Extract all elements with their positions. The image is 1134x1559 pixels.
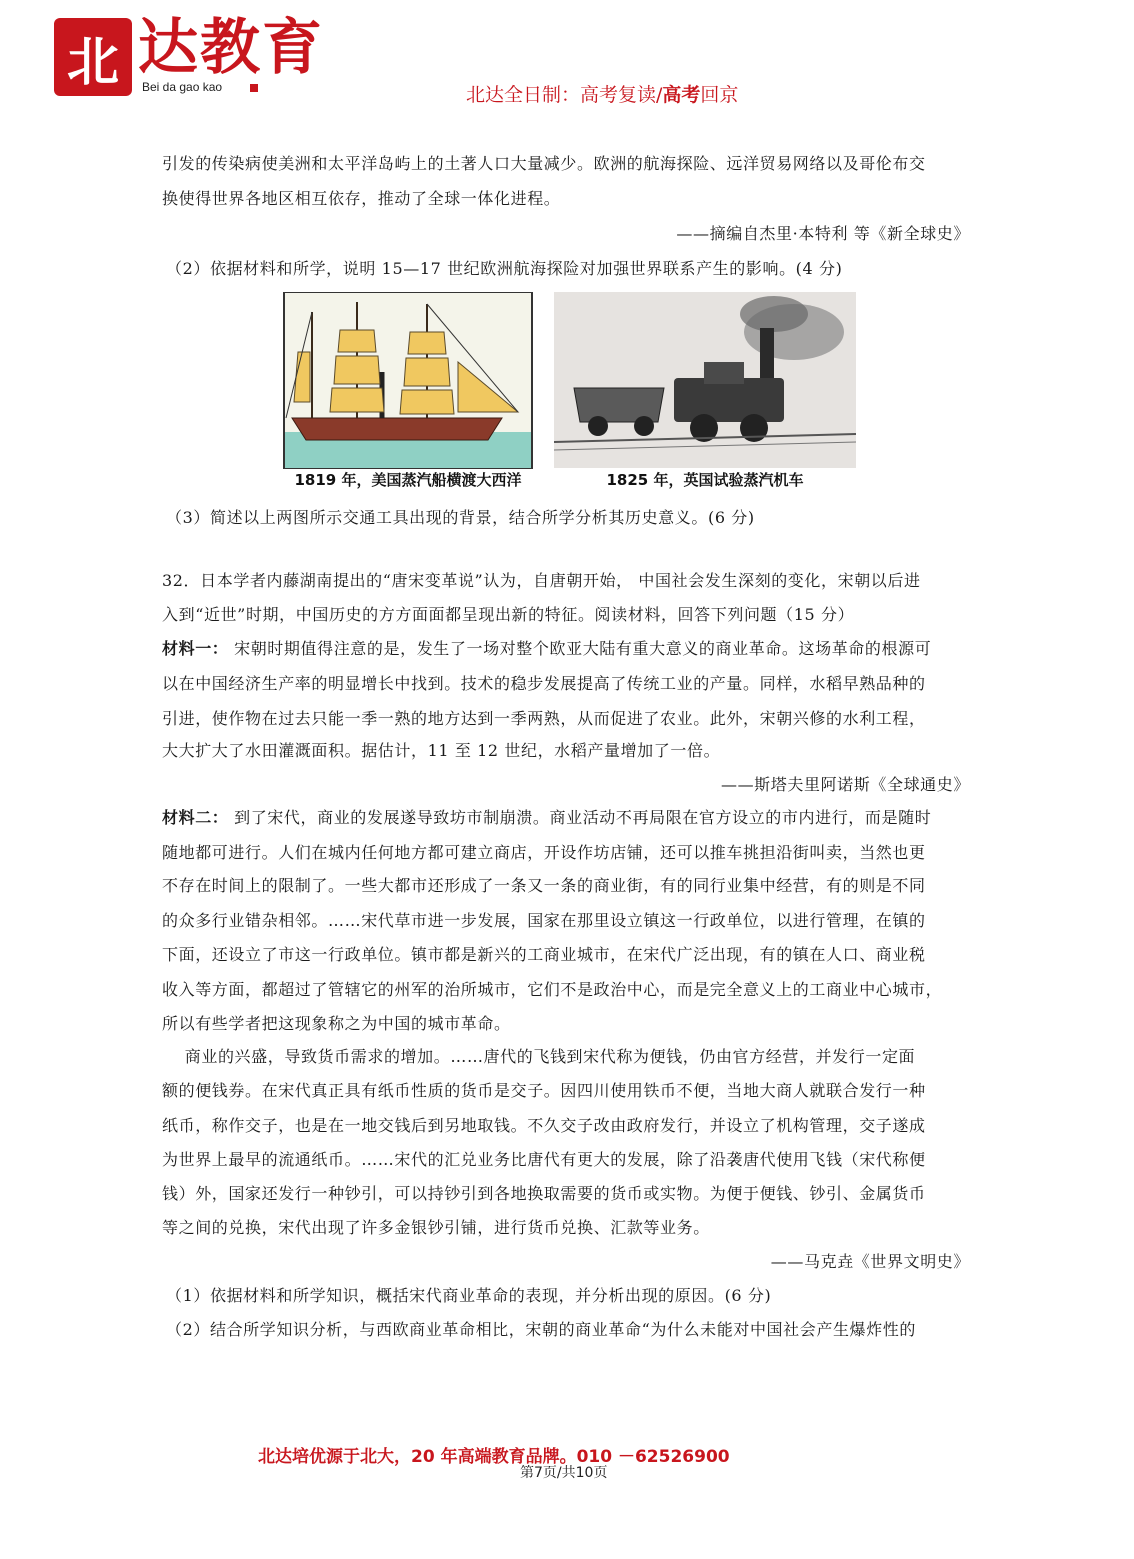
material-1-text: 宋朝时期值得注意的是，发生了一场对整个欧亚大陆有重大意义的商业革命。这场革命的根源可 — [228, 639, 932, 658]
slogan-part-3: 回京 — [700, 84, 739, 106]
material-2-line: 钱）外，国家还发行一种钞引，可以持钞引到各地换取需要的货币或实物。为便于便钱、钞引、金属货币 — [162, 1184, 926, 1203]
material-2-line: 等之间的兑换，宋代出现了许多金银钞引铺，进行货币兑换、汇款等业务。 — [162, 1218, 710, 1237]
material-2-line: 纸币，称作交子，也是在一地交钱后到另地取钱。不久交子改由政府发行，并设立了机构管理，交子遂成 — [162, 1116, 926, 1135]
steamship-figure — [282, 292, 534, 492]
source-citation: ——摘编自杰里·本特利 等《新全球史》 — [676, 224, 970, 243]
question-32-line: 入到“近世”时期，中国历史的方方面面都呈现出新的特征。阅读材料，回答下列问题（15 分） — [162, 605, 855, 624]
brand-name: 达教育 — [138, 13, 324, 83]
question-32-line: 32．日本学者内藤湖南提出的“唐宋变革说”认为，自唐朝开始， 中国社会发生深刻的变化，宋朝以后进 — [162, 571, 921, 590]
logo-dot-icon — [250, 84, 258, 92]
material-1-line: 大大扩大了水田灌溉面积。据估计，11 至 12 世纪，水稻产量增加了一倍。 — [162, 741, 721, 760]
locomotive-illustration — [554, 292, 856, 492]
material-1-line — [162, 637, 972, 661]
material-1-label: 材料一： — [162, 639, 229, 658]
material-2-label: 材料二： — [162, 808, 229, 827]
paragraph-line: 引发的传染病使美洲和太平洋岛屿上的土著人口大量减少。欧洲的航海探险、远洋贸易网络以及哥伦布交 — [162, 154, 926, 173]
page-number: 第7页/共10页 — [520, 1465, 608, 1481]
material-1-line: 以在中国经济生产率的明显增长中找到。技术的稳步发展提高了传统工业的产量。同样，水稻早熟品种的 — [162, 674, 926, 693]
material-2-line: 不存在时间上的限制了。一些大都市还形成了一条又一条的商业街，有的同行业集中经营，有的则是不同 — [162, 876, 926, 895]
material-2-line: 随地都可进行。人们在城内任何地方都可建立商店，开设作坊店铺，还可以推车挑担沿街叫卖，当然也更 — [162, 843, 926, 862]
brand-pinyin: Bei da gao kao — [142, 80, 223, 94]
material-2-line: 额的便钱券。在宋代真正具有纸币性质的货币是交子。因四川使用铁币不便，当地大商人就联合发行一种 — [162, 1081, 926, 1100]
slogan-part-2: 高考 — [662, 84, 701, 106]
steamship-illustration — [282, 292, 534, 492]
material-1-line: 引进，使作物在过去只能一季一熟的地方达到一季两熟，从而促进了农业。此外，宋朝兴修的水利工程， — [162, 709, 926, 728]
question-3: （3）简述以上两图所示交通工具出现的背景，结合所学分析其历史意义。(6 分) — [166, 508, 755, 527]
question-32-2: （2）结合所学知识分析，与西欧商业革命相比，宋朝的商业革命“为什么未能对中国社会产生爆炸性的 — [166, 1320, 916, 1339]
slogan-part-1: 北达全日制：高考复读/ — [466, 84, 663, 106]
material-2-line: 为世界上最早的流通纸币。……宋代的汇兑业务比唐代有更大的发展，除了沿袭唐代使用飞钱（宋代称便 — [162, 1150, 926, 1169]
logo-char: 北 — [66, 31, 119, 93]
source-citation: ——马克垚《世界文明史》 — [770, 1252, 970, 1271]
question-32-1: （1）依据材料和所学知识，概括宋代商业革命的表现，并分析出现的原因。(6 分) — [166, 1286, 772, 1305]
material-2-line: 的众多行业错杂相邻。……宋代草市进一步发展，国家在那里设立镇这一行政单位，以进行管理，在镇的 — [162, 911, 926, 930]
footer-slogan: 北达培优源于北大，20 年高端教育品牌。010 －62526900 — [258, 1447, 730, 1467]
material-2-line: 下面，还设立了市这一行政单位。镇市都是新兴的工商业城市，在宋代广泛出现，有的镇在人口、商业税 — [162, 945, 926, 964]
locomotive-caption: 1825 年，英国试验蒸汽机车 — [606, 471, 804, 489]
question-2: （2）依据材料和所学，说明 15—17 世纪欧洲航海探险对加强世界联系产生的影响。(4 分) — [166, 259, 843, 278]
locomotive-figure — [554, 292, 856, 492]
brand-logo-mark — [54, 18, 132, 96]
source-citation: ——斯塔夫里阿诺斯《全球通史》 — [720, 775, 970, 794]
paragraph-line: 换使得世界各地区相互依存，推动了全球一体化进程。 — [162, 189, 561, 208]
material-2-line: 所以有些学者把这现象称之为中国的城市革命。 — [162, 1014, 511, 1033]
material-2-text: 到了宋代，商业的发展遂导致坊市制崩溃。商业活动不再局限在官方设立的市内进行，而是随时 — [228, 808, 932, 827]
header-slogan — [466, 80, 738, 107]
material-2-line: 收入等方面，都超过了管辖它的州军的治所城市，它们不是政治中心，而是完全意义上的工商业中心城市， — [162, 980, 943, 999]
material-2-line: 商业的兴盛，导致货币需求的增加。……唐代的飞钱到宋代称为便钱，仍由官方经营，并发行一定面 — [162, 1047, 916, 1066]
steamship-caption: 1819 年，美国蒸汽船横渡大西洋 — [294, 471, 522, 489]
material-2-line — [162, 806, 972, 830]
